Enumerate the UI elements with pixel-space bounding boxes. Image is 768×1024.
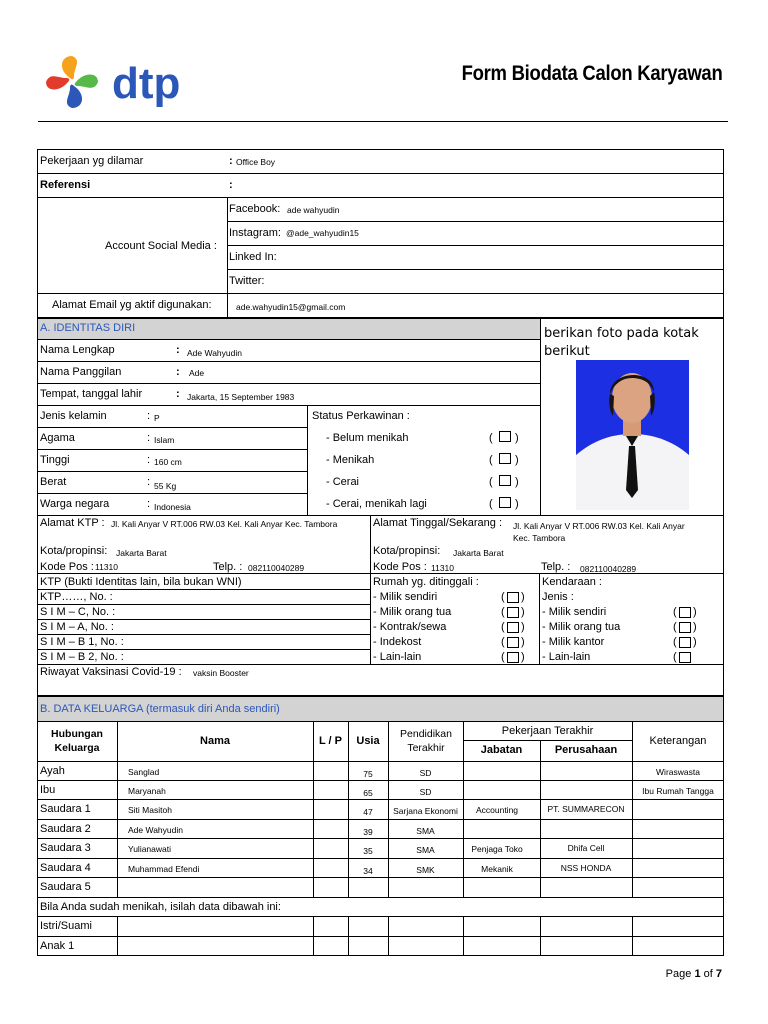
family-age[interactable]: 65 — [363, 788, 373, 798]
applicant-photo — [576, 360, 689, 510]
row-line — [37, 173, 724, 174]
family-relation: Saudara 5 — [40, 881, 91, 893]
status-checkbox[interactable] — [499, 475, 511, 486]
covid-value[interactable]: vaksin Booster — [193, 668, 249, 678]
col-line — [723, 696, 724, 721]
paren: ( — [501, 651, 505, 663]
alamat-tinggal-value-2[interactable]: Kec. Tambora — [513, 533, 566, 543]
row-line — [37, 493, 307, 494]
family-name[interactable]: Sanglad — [128, 767, 160, 777]
photo-note-text: berikan foto pada kotak berikut — [544, 326, 699, 359]
family-education[interactable]: Sarjana Ekonomi — [393, 806, 458, 816]
family-education[interactable]: SD — [419, 768, 432, 778]
col-line — [370, 515, 371, 664]
jenis-label: Jenis : — [542, 591, 574, 603]
telp-value[interactable]: 082110040289 — [248, 563, 305, 573]
row-line — [37, 649, 370, 650]
jk-value[interactable]: P — [154, 413, 160, 423]
married-row-label: Anak 1 — [40, 940, 75, 952]
paren: ( — [489, 432, 493, 444]
paren: ( — [673, 651, 677, 663]
colon: : — [176, 366, 180, 378]
page-word: Page — [665, 968, 692, 980]
colon: : — [147, 476, 151, 488]
row-line — [37, 318, 724, 319]
col-line — [540, 318, 541, 515]
colon: : — [147, 410, 151, 422]
paren: ( — [489, 476, 493, 488]
family-relation: Saudara 2 — [40, 823, 91, 835]
status-option: - Cerai, menikah lagi — [326, 498, 427, 510]
alamat-tinggal-value-1[interactable]: Jl. Kali Anyar V RT.006 RW.03 Kel. Kali Anyar — [513, 521, 685, 531]
kendaraan-option: - Lain-lain — [542, 651, 591, 663]
kode-pos-value[interactable]: 11310 — [431, 563, 455, 573]
row-line — [37, 761, 724, 762]
family-company[interactable]: Dhifa Cell — [567, 843, 605, 853]
row-line — [227, 221, 724, 222]
sim-b1-label: S I M – B 1, No. : — [40, 636, 124, 648]
email-label: Alamat Email yg aktif digunakan: — [52, 299, 212, 311]
paren: ) — [693, 636, 697, 648]
row-line — [37, 589, 370, 590]
alamat-ktp-value[interactable]: Jl. Kali Anyar V RT.006 RW.03 Kel. Kali Anyar Kec. Tambora — [111, 519, 338, 529]
paren: ( — [673, 606, 677, 618]
paren: ) — [521, 591, 525, 603]
col-line — [539, 573, 540, 664]
page-indicator — [666, 968, 722, 980]
section-b-title: B. DATA KELUARGA (termasuk diri Anda sendiri) — [40, 703, 280, 715]
row-line — [37, 427, 307, 428]
rumah-label: Rumah yg. ditinggali : — [373, 576, 479, 588]
row-line — [37, 449, 307, 450]
rumah-checkbox[interactable] — [507, 607, 519, 618]
family-name[interactable]: Maryanah — [128, 786, 166, 796]
section-a-title: A. IDENTITAS DIRI — [40, 322, 136, 334]
kota-value[interactable]: Jakarta Barat — [116, 548, 167, 558]
kota-value[interactable]: Jakarta Barat — [453, 548, 504, 558]
kendaraan-checkbox[interactable] — [679, 607, 691, 618]
kendaraan-option: - Milik sendiri — [542, 606, 607, 618]
status-checkbox[interactable] — [499, 497, 511, 508]
agama-value[interactable]: Islam — [154, 435, 175, 445]
paren: ) — [521, 651, 525, 663]
paren: ( — [673, 636, 677, 648]
row-line — [227, 245, 724, 246]
kendaraan-label: Kendaraan : — [542, 576, 602, 588]
paren: ( — [489, 498, 493, 510]
photo-figure — [576, 360, 689, 510]
colon: : — [147, 454, 151, 466]
kode-pos-label: Kode Pos : — [373, 561, 427, 573]
family-position[interactable]: Mekanik — [481, 864, 513, 874]
alamat-ktp-label: Alamat KTP : — [40, 517, 105, 529]
email-value[interactable]: ade.wahyudin15@gmail.com — [236, 302, 346, 312]
form-title: Form Biodata Calon Karyawan — [461, 62, 722, 85]
family-position[interactable]: Accounting — [475, 805, 519, 815]
paren: ( — [501, 621, 505, 633]
row-line — [37, 916, 724, 917]
pekerjaan-label: Pekerjaan yg dilamar — [40, 155, 144, 167]
family-company[interactable]: PT. SUMMARECON — [547, 804, 625, 814]
family-education[interactable]: SD — [419, 787, 432, 797]
kode-pos-label: Kode Pos : — [40, 561, 94, 573]
telp-value[interactable]: 082110040289 — [580, 564, 637, 574]
rumah-option: - Indekost — [373, 636, 422, 648]
rumah-option: - Milik orang tua — [373, 606, 452, 618]
row-line — [227, 269, 724, 270]
kota-label: Kota/propinsi: — [40, 545, 108, 557]
dtp-logo — [42, 52, 212, 114]
rumah-option: - Lain-lain — [373, 651, 422, 663]
family-relation: Ibu — [40, 784, 56, 796]
row-line — [463, 740, 632, 741]
family-education[interactable]: SMK — [416, 865, 435, 875]
row-line — [37, 197, 724, 198]
nama-panggilan-label: Nama Panggilan — [40, 366, 122, 378]
header-pendidikan — [390, 727, 462, 755]
rumah-checkbox[interactable] — [507, 652, 519, 663]
status-checkbox[interactable] — [499, 453, 511, 464]
warga-value[interactable]: Indonesia — [154, 502, 191, 512]
family-name[interactable]: Ade Wahyudin — [128, 825, 183, 835]
facebook-label: Facebook: — [229, 203, 281, 215]
family-company[interactable]: NSS HONDA — [560, 863, 612, 873]
kode-pos-value[interactable]: 11310 — [95, 562, 119, 572]
family-age[interactable]: 75 — [363, 769, 373, 779]
kendaraan-option: - Milik kantor — [542, 636, 605, 648]
family-age[interactable]: 34 — [363, 866, 373, 876]
kendaraan-checkbox[interactable] — [679, 652, 691, 663]
row-line — [37, 293, 724, 294]
row-line — [37, 897, 724, 898]
row-line — [37, 361, 540, 362]
header-lp: L / P — [318, 735, 343, 747]
kota-label: Kota/propinsi: — [373, 545, 441, 557]
header-hubungan — [40, 727, 114, 755]
paren: ( — [489, 454, 493, 466]
logo-text: dtp — [112, 59, 181, 108]
row-line — [37, 339, 540, 340]
status-perkawinan-label: Status Perkawinan : — [312, 410, 410, 422]
header-hubungan-text: Hubungan Keluarga — [51, 728, 103, 754]
family-age[interactable]: 35 — [363, 846, 373, 856]
family-name[interactable]: Muhammad Efendi — [128, 864, 200, 874]
row-line — [37, 877, 724, 878]
row-line — [37, 799, 724, 800]
linkedin-label: Linked In: — [229, 251, 277, 263]
family-relation: Saudara 3 — [40, 842, 91, 854]
instagram-value[interactable]: @ade_wahyudin15 — [286, 228, 359, 238]
referensi-label: Referensi — [40, 179, 91, 191]
family-relation: Saudara 4 — [40, 862, 91, 874]
paren: ) — [693, 606, 697, 618]
paren: ( — [501, 591, 505, 603]
family-note[interactable]: Ibu Rumah Tangga — [642, 786, 714, 796]
header-perusahaan: Perusahaan — [554, 744, 618, 756]
pekerjaan-colon: : — [229, 155, 233, 167]
paren: ) — [515, 432, 519, 444]
facebook-value[interactable]: ade wahyudin — [287, 205, 340, 215]
tinggi-label: Tinggi — [40, 454, 70, 466]
header-jabatan: Jabatan — [480, 744, 523, 756]
header-pendidikan-text: Pendidikan Terakhir — [400, 728, 452, 754]
dtp-logo-mark — [42, 52, 212, 114]
row-line — [37, 721, 724, 722]
row-line — [37, 696, 724, 697]
ttl-value[interactable]: Jakarta, 15 September 1983 — [187, 392, 295, 402]
family-name[interactable]: Siti Masitoh — [128, 805, 172, 815]
row-line — [37, 515, 724, 516]
row-line — [37, 936, 724, 937]
paren: ( — [501, 636, 505, 648]
family-position[interactable]: Penjaga Toko — [471, 844, 523, 854]
nama-lengkap-value[interactable]: Ade Wahyudin — [187, 348, 242, 358]
berat-label: Berat — [40, 476, 67, 488]
page-total: 7 — [715, 968, 722, 980]
header-pekerjaan: Pekerjaan Terakhir — [501, 725, 594, 737]
berat-value[interactable]: 55 Kg — [154, 481, 177, 491]
paren: ) — [515, 476, 519, 488]
col-line — [37, 696, 38, 721]
ttl-label: Tempat, tanggal lahir — [40, 388, 143, 400]
nama-panggilan-value[interactable]: Ade — [189, 368, 205, 378]
colon: : — [147, 432, 151, 444]
paren: ) — [521, 621, 525, 633]
nama-lengkap-label: Nama Lengkap — [40, 344, 115, 356]
instagram-label: Instagram: — [229, 227, 281, 239]
family-age[interactable]: 47 — [363, 807, 373, 817]
kendaraan-checkbox[interactable] — [679, 622, 691, 633]
tinggi-value[interactable]: 160 cm — [154, 457, 182, 467]
family-name[interactable]: Yulianawati — [128, 844, 172, 854]
rumah-checkbox[interactable] — [507, 622, 519, 633]
status-option: - Belum menikah — [326, 432, 409, 444]
row-line — [37, 838, 724, 839]
page-number: 1 — [694, 968, 701, 980]
status-option: - Cerai — [326, 476, 360, 488]
twitter-label: Twitter: — [229, 275, 265, 287]
jk-label: Jenis kelamin — [40, 410, 107, 422]
paren: ) — [515, 498, 519, 510]
row-line — [37, 819, 724, 820]
rumah-checkbox[interactable] — [507, 637, 519, 648]
paren: ( — [501, 606, 505, 618]
row-line — [37, 634, 370, 635]
family-relation: Saudara 1 — [40, 803, 91, 815]
colon: : — [176, 344, 180, 356]
rumah-option: - Kontrak/sewa — [373, 621, 447, 633]
header-usia: Usia — [356, 735, 380, 747]
account-social-label: Account Social Media : — [105, 240, 217, 252]
married-row-label: Istri/Suami — [40, 920, 92, 932]
kendaraan-option: - Milik orang tua — [542, 621, 621, 633]
row-line — [37, 604, 370, 605]
sim-c-label: S I M – C, No. : — [40, 606, 116, 618]
ktp-bukti-label: KTP (Bukti Identitas lain, bila bukan WNI) — [40, 576, 242, 588]
row-line — [37, 780, 724, 781]
row-line — [37, 383, 540, 384]
row-line — [37, 471, 307, 472]
married-note: Bila Anda sudah menikah, isilah data dibawah ini: — [40, 901, 281, 913]
status-checkbox[interactable] — [499, 431, 511, 442]
photo-note — [544, 325, 720, 361]
ktp-no-label: KTP……, No. : — [40, 591, 113, 603]
paren: ( — [673, 621, 677, 633]
warga-label: Warga negara — [40, 498, 110, 510]
family-note[interactable]: Wiraswasta — [656, 767, 700, 777]
paren: ) — [693, 621, 697, 633]
row-line — [37, 664, 724, 665]
header-keterangan: Keterangan — [649, 735, 707, 747]
row-line — [37, 858, 724, 859]
sim-a-label: S I M – A, No. : — [40, 621, 114, 633]
colon: : — [147, 498, 151, 510]
row-line — [37, 619, 370, 620]
colon: : — [176, 388, 180, 400]
header-nama: Nama — [200, 735, 230, 747]
telp-label: Telp. : — [213, 561, 243, 573]
header-divider — [38, 121, 728, 122]
sim-b2-label: S I M – B 2, No. : — [40, 651, 124, 663]
agama-label: Agama — [40, 432, 75, 444]
family-education[interactable]: SMA — [416, 845, 435, 855]
family-age[interactable]: 39 — [363, 827, 373, 837]
kendaraan-checkbox[interactable] — [679, 637, 691, 648]
telp-label: Telp. : — [541, 561, 571, 573]
row-line — [37, 405, 540, 406]
pekerjaan-value[interactable]: Office Boy — [236, 157, 276, 167]
alamat-tinggal-label: Alamat Tinggal/Sekarang : — [373, 517, 503, 529]
rumah-option: - Milik sendiri — [373, 591, 438, 603]
paren: ) — [515, 454, 519, 466]
col-line — [307, 405, 308, 515]
paren: ) — [521, 636, 525, 648]
col-line — [227, 197, 228, 318]
rumah-checkbox[interactable] — [507, 592, 519, 603]
status-option: - Menikah — [326, 454, 375, 466]
paren: ) — [521, 606, 525, 618]
referensi-colon: : — [229, 179, 233, 191]
covid-label: Riwayat Vaksinasi Covid-19 : — [40, 666, 182, 678]
family-education[interactable]: SMA — [416, 826, 435, 836]
of-word: of — [703, 968, 713, 980]
family-relation: Ayah — [40, 765, 65, 777]
